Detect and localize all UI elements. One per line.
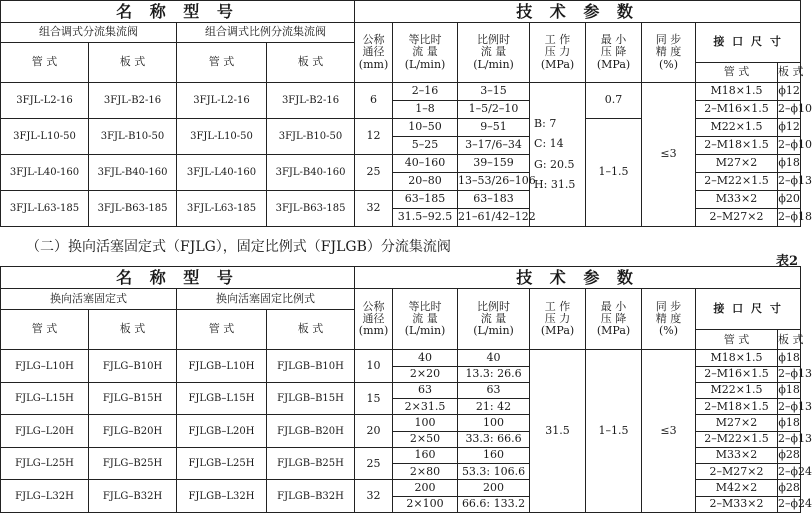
model-cell: 3FJL-B2-16 xyxy=(267,83,355,119)
model-cell: 3FJL-B40-160 xyxy=(267,155,355,191)
port-tube-cell: M42×2 xyxy=(696,480,778,496)
model-cell: FJLG–L32H xyxy=(1,480,89,513)
ratio-flow-cell: 39–159 xyxy=(458,155,530,173)
eq-flow-cell: 31.5–92.5 xyxy=(393,209,458,227)
col-equal-flow: 等比时 流 量 (L/min) xyxy=(393,23,458,83)
model-cell: FJLG–L15H xyxy=(1,382,89,415)
ratio-flow-cell: 40 xyxy=(458,350,530,366)
model-cell: 3FJL-L40-160 xyxy=(1,155,89,191)
ratio-flow-cell: 1–5/2–10 xyxy=(458,101,530,119)
col-pressure: 工 作 压 力 (MPa) xyxy=(530,23,586,83)
model-cell: 3FJL-B10-50 xyxy=(267,119,355,155)
model-cell: FJLGB–L15H xyxy=(177,382,267,415)
port-tube-cell: 2–M27×2 xyxy=(696,209,778,227)
port-tube-cell: 2–M16×1.5 xyxy=(696,101,778,119)
port-plate-cell: 2–ϕ10 xyxy=(778,137,801,155)
port-plate-cell: 2–ϕ13 xyxy=(778,399,801,415)
port-plate-cell: 2–ϕ24 xyxy=(778,496,801,512)
eq-flow-cell: 40–160 xyxy=(393,155,458,173)
port-tube-cell: 2–M22×1.5 xyxy=(696,431,778,447)
col-min-drop: 最 小 压 降 (MPa) xyxy=(586,23,642,83)
model-cell: FJLGB–B25H xyxy=(267,447,355,480)
port-plate-cell: 2–ϕ13 xyxy=(778,366,801,382)
group-header: 组合调式分流集流阀 xyxy=(1,23,177,43)
ratio-flow-cell: 66.6: 133.2 xyxy=(458,496,530,512)
tube-label: 管 式 xyxy=(177,309,267,350)
port-plate-cell: 2–ϕ10 xyxy=(778,101,801,119)
col-nominal: 公称 通径 (mm) xyxy=(355,23,393,83)
ratio-flow-cell: 63–183 xyxy=(458,191,530,209)
port-tube-cell: 2–M33×2 xyxy=(696,496,778,512)
sync-cell: ≤3 xyxy=(642,83,696,227)
port-plate-cell: ϕ12 xyxy=(778,119,801,137)
eq-flow-cell: 20–80 xyxy=(393,173,458,191)
port-tube-cell: M22×1.5 xyxy=(696,119,778,137)
ratio-flow-cell: 53.3: 106.6 xyxy=(458,464,530,480)
col-ratio-flow: 比例时 流 量 (L/min) xyxy=(458,289,530,350)
model-cell: 3FJL-L10-50 xyxy=(1,119,89,155)
nominal-cell: 15 xyxy=(355,382,393,415)
port-plate-cell: ϕ18 xyxy=(778,350,801,366)
port-plate-label: 板 式 xyxy=(778,330,801,350)
group-header: 换向活塞固定式 xyxy=(1,289,177,309)
ratio-flow-cell: 3–17/6–34 xyxy=(458,137,530,155)
port-plate-cell: 2–ϕ24 xyxy=(778,464,801,480)
tech-header: 技 术 参 数 xyxy=(355,267,801,289)
col-sync: 同 步 精 度 (%) xyxy=(642,23,696,83)
model-cell: 3FJL-L10-50 xyxy=(177,119,267,155)
port-tube-cell: M33×2 xyxy=(696,191,778,209)
model-cell: 3FJL-L40-160 xyxy=(177,155,267,191)
port-plate-cell: 2–ϕ13 xyxy=(778,431,801,447)
port-tube-cell: 2–M18×1.5 xyxy=(696,399,778,415)
port-plate-cell: ϕ12 xyxy=(778,83,801,101)
model-cell: FJLG–B25H xyxy=(89,447,177,480)
col-sync: 同 步 精 度 (%) xyxy=(642,289,696,350)
model-cell: FJLGB–L25H xyxy=(177,447,267,480)
model-cell: FJLGB–B10H xyxy=(267,350,355,383)
model-cell: FJLG–B10H xyxy=(89,350,177,383)
eq-flow-cell: 63–185 xyxy=(393,191,458,209)
eq-flow-cell: 10–50 xyxy=(393,119,458,137)
eq-flow-cell: 2×80 xyxy=(393,464,458,480)
model-cell: FJLGB–B32H xyxy=(267,480,355,513)
port-plate-label: 板 式 xyxy=(778,63,801,83)
port-tube-cell: 2–M16×1.5 xyxy=(696,366,778,382)
ratio-flow-cell: 100 xyxy=(458,415,530,431)
ratio-flow-cell: 63 xyxy=(458,382,530,398)
ratio-flow-cell: 21–61/42–122 xyxy=(458,209,530,227)
port-plate-cell: 2–ϕ18 xyxy=(778,209,801,227)
table-1 xyxy=(0,0,812,227)
eq-flow-cell: 2×31.5 xyxy=(393,399,458,415)
ratio-flow-cell: 21: 42 xyxy=(458,399,530,415)
model-cell: 3FJL-B63-185 xyxy=(267,191,355,227)
model-cell: FJLGB–B20H xyxy=(267,415,355,448)
plate-label: 板 式 xyxy=(267,309,355,350)
min-drop-cell: 1–1.5 xyxy=(586,350,642,513)
ratio-flow-cell: 3–15 xyxy=(458,83,530,101)
model-cell: 3FJL-B2-16 xyxy=(89,83,177,119)
port-plate-cell: ϕ28 xyxy=(778,447,801,463)
ratio-flow-cell: 13–53/26–106 xyxy=(458,173,530,191)
col-min-drop: 最 小 压 降 (MPa) xyxy=(586,289,642,350)
port-plate-cell: ϕ20 xyxy=(778,191,801,209)
min-drop-cell: 1–1.5 xyxy=(586,119,642,227)
group-header: 换向活塞固定比例式 xyxy=(177,289,355,309)
model-cell: FJLGB–L20H xyxy=(177,415,267,448)
group-header: 组合调式比例分流集流阀 xyxy=(177,23,355,43)
nominal-cell: 32 xyxy=(355,480,393,513)
eq-flow-cell: 5–25 xyxy=(393,137,458,155)
eq-flow-cell: 160 xyxy=(393,447,458,463)
col-ratio-flow: 比例时 流 量 (L/min) xyxy=(458,23,530,83)
eq-flow-cell: 100 xyxy=(393,415,458,431)
min-drop-cell: 0.7 xyxy=(586,83,642,119)
port-tube-cell: 2–M18×1.5 xyxy=(696,137,778,155)
model-cell: 3FJL-B40-160 xyxy=(89,155,177,191)
name-header: 名 称 型 号 xyxy=(1,1,355,23)
model-cell: 3FJL-L2-16 xyxy=(177,83,267,119)
tube-label: 管 式 xyxy=(1,309,89,350)
eq-flow-cell: 200 xyxy=(393,480,458,496)
model-cell: FJLGB–B15H xyxy=(267,382,355,415)
port-tube-cell: M27×2 xyxy=(696,155,778,173)
eq-flow-cell: 63 xyxy=(393,382,458,398)
col-port: 接 口 尺 寸 xyxy=(696,23,801,63)
model-cell: 3FJL-B10-50 xyxy=(89,119,177,155)
eq-flow-cell: 2×100 xyxy=(393,496,458,512)
nominal-cell: 25 xyxy=(355,155,393,191)
port-plate-cell: ϕ18 xyxy=(778,415,801,431)
pressure-cell: 31.5 xyxy=(530,350,586,513)
port-plate-cell: ϕ18 xyxy=(778,382,801,398)
plate-label: 板 式 xyxy=(89,43,177,83)
port-tube-cell: M18×1.5 xyxy=(696,350,778,366)
eq-flow-cell: 40 xyxy=(393,350,458,366)
nominal-cell: 6 xyxy=(355,83,393,119)
model-cell: FJLG–L20H xyxy=(1,415,89,448)
port-plate-cell: ϕ28 xyxy=(778,480,801,496)
nominal-cell: 10 xyxy=(355,350,393,383)
model-cell: FJLG–B15H xyxy=(89,382,177,415)
ratio-flow-cell: 33.3: 66.6 xyxy=(458,431,530,447)
port-tube-cell: M27×2 xyxy=(696,415,778,431)
col-pressure: 工 作 压 力 (MPa) xyxy=(530,289,586,350)
port-tube-cell: 2–M22×1.5 xyxy=(696,173,778,191)
port-tube-cell: M33×2 xyxy=(696,447,778,463)
port-plate-cell: ϕ18 xyxy=(778,155,801,173)
eq-flow-cell: 1–8 xyxy=(393,101,458,119)
model-cell: FJLG–L25H xyxy=(1,447,89,480)
tube-label: 管 式 xyxy=(177,43,267,83)
col-equal-flow: 等比时 流 量 (L/min) xyxy=(393,289,458,350)
nominal-cell: 25 xyxy=(355,447,393,480)
eq-flow-cell: 2×20 xyxy=(393,366,458,382)
nominal-cell: 20 xyxy=(355,415,393,448)
table-label: 表2 xyxy=(775,254,798,269)
sync-cell: ≤3 xyxy=(642,350,696,513)
tech-header: 技 术 参 数 xyxy=(355,1,801,23)
model-cell: 3FJL-L63-185 xyxy=(1,191,89,227)
col-port: 接 口 尺 寸 xyxy=(696,289,801,330)
ratio-flow-cell: 160 xyxy=(458,447,530,463)
nominal-cell: 12 xyxy=(355,119,393,155)
model-cell: 3FJL-L63-185 xyxy=(177,191,267,227)
eq-flow-cell: 2–16 xyxy=(393,83,458,101)
col-nominal: 公称 通径 (mm) xyxy=(355,289,393,350)
model-cell: FJLG–B20H xyxy=(89,415,177,448)
port-tube-label: 管 式 xyxy=(696,330,778,350)
pressure-cell: B: 7 C: 14 G: 20.5 H: 31.5 xyxy=(530,83,586,227)
port-tube-label: 管 式 xyxy=(696,63,778,83)
model-cell: FJLG–L10H xyxy=(1,350,89,383)
model-cell: FJLGB–L10H xyxy=(177,350,267,383)
plate-label: 板 式 xyxy=(89,309,177,350)
plate-label: 板 式 xyxy=(267,43,355,83)
ratio-flow-cell: 13.3: 26.6 xyxy=(458,366,530,382)
port-plate-cell: 2–ϕ13 xyxy=(778,173,801,191)
model-cell: 3FJL-B63-185 xyxy=(89,191,177,227)
model-cell: FJLGB–L32H xyxy=(177,480,267,513)
eq-flow-cell: 2×50 xyxy=(393,431,458,447)
table-2 xyxy=(0,266,812,513)
model-cell: FJLG–B32H xyxy=(89,480,177,513)
ratio-flow-cell: 200 xyxy=(458,480,530,496)
nominal-cell: 32 xyxy=(355,191,393,227)
port-tube-cell: M18×1.5 xyxy=(696,83,778,101)
section-heading: （二）换向活塞固定式（FJLG），固定比例式（FJLGB）分流集流阀 xyxy=(26,239,451,255)
port-tube-cell: M22×1.5 xyxy=(696,382,778,398)
name-header: 名 称 型 号 xyxy=(1,267,355,289)
tube-label: 管 式 xyxy=(1,43,89,83)
port-tube-cell: 2–M27×2 xyxy=(696,464,778,480)
ratio-flow-cell: 9–51 xyxy=(458,119,530,137)
model-cell: 3FJL-L2-16 xyxy=(1,83,89,119)
